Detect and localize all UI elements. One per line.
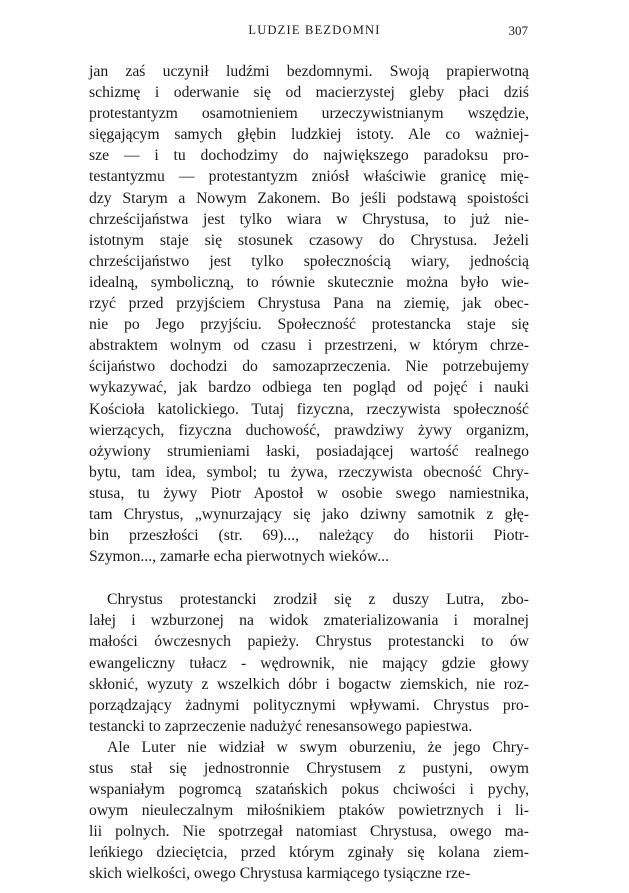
text-line: bytu, tam idea, symbol; tu żywa, rzeczywista obecność Chry- [89,463,529,481]
text-line: skłonić, wyzuty z wszelkich dóbr i bogactw ziemskich, nie roz- [89,675,529,693]
text-line: wspaniałym pogromcą szatańskich pokus chciwości i pychy, [89,781,529,799]
text-line: Kościoła katolickiego. Tutaj fizyczna, rzeczywista społeczność [89,400,529,418]
paragraph-1 [89,61,529,567]
text-line: nie po Jego przyjściu. Społeczność protestancka staje się [89,316,529,334]
text-line: dzy Starym a Nowym Zakonem. Bo jeśli podstawą spoistości [89,189,529,207]
text-line: chrześcijaństwa jest tylko wiara w Chrystusa, to już nie- [89,210,529,228]
text-line: wykazywać, jak bardzo odbiega ten pogląd od pojęć i nauki [89,379,529,397]
text-line: jan zaś uczynił ludźmi bezdomnymi. Swoją prapierwotną [89,63,529,80]
text-line: porządzający żadnymi politycznymi wpływami. Chrystus pro- [89,696,529,714]
text-line: chrześcijaństwo jest tylko społecznością wiary, jednością [89,252,529,270]
text-line: sze — i tu dochodzimy do największego paradoksu pro- [89,147,529,165]
text-line: Chrystus protestancki zrodził się z duszy Lutra, zbo- [107,591,529,609]
text-line: ożywiony strumieniami łaski, posiadającej wartość realnego [89,442,529,460]
text-line: testancki to zaprzeczenie nadużyć renesansowego papiestwa. [89,717,473,735]
paragraph-3 [89,737,529,885]
text-line: istotnym staje się stosunek czasowy do Chrystusa. Jeżeli [89,231,529,249]
text-line: abstraktem wolnym od czasu i przestrzeni, w którym chrze- [89,337,529,355]
text-line: owym nieuleczalnym miłośnikiem ptaków powietrznych i li- [89,802,529,820]
text-line: ewangeliczny tułacz - wędrownik, nie mający gdzie głowy [89,654,529,672]
page-header [0,21,629,41]
text-line: testantyzmu — protestantyzm zniósł właściwie granicę mię- [89,168,529,186]
paragraph-2 [89,589,529,737]
text-line: stus stał się jednostronnie Chrystusem z pustyni, owym [89,760,529,777]
text-line: lii polnych. Nie spotrzegał natomiast Chrystusa, owego ma- [89,823,529,841]
text-line: lałej i wzburzonej na widok zmaterializowania i moralnej [89,612,529,630]
text-line: Szymon..., zamarłe echa pierwotnych wieków... [89,548,389,566]
body-text [89,61,529,885]
text-line: tam Chrystus, „wynurzający się jako dziwny samotnik z głę- [89,505,529,523]
text-line: bin przeszłości (str. 69)..., należący do historii Piotr- [89,527,529,545]
text-line: rzyć przed przyjściem Chrystusa Pana na ziemię, jak obec- [89,295,529,313]
text-line: idealną, symboliczną, to równie skutecznie można było wie- [89,273,529,291]
text-line: protestantyzm osamotnieniem urzeczywistnianym wszędzie, [89,105,529,123]
text-line: małości ówczesnych papieży. Chrystus protestancki to ów [89,633,529,651]
running-title: LUDZIE BEZDOMNI [248,23,381,37]
text-line: leńkiego dzieciętcia, przed którym zginały się kolana ziem- [89,844,529,862]
text-line: schizmę i oderwanie się od macierzystej gleby płaci dziś [89,84,529,102]
text-line: wierzących, fizyczna duchowość, prawdziwy żywy organizm, [89,421,529,439]
text-line: ścijaństwo dochodzi do samozaprzeczenia. Nie potrzebujemy [89,358,529,376]
text-line: skich wielkości, owego Chrystusa karmiącego tysiączne rze- [89,865,471,883]
text-line: stusa, tu żywy Piotr Apostoł w osobie swego namiestnika, [89,484,529,502]
page-number: 307 [508,23,528,38]
text-line: Ale Luter nie widział w swym oburzeniu, że jego Chry- [107,738,529,756]
text-line: sięgającym samych głębin ludzkiej istoty. Ale co ważniej- [89,126,529,144]
